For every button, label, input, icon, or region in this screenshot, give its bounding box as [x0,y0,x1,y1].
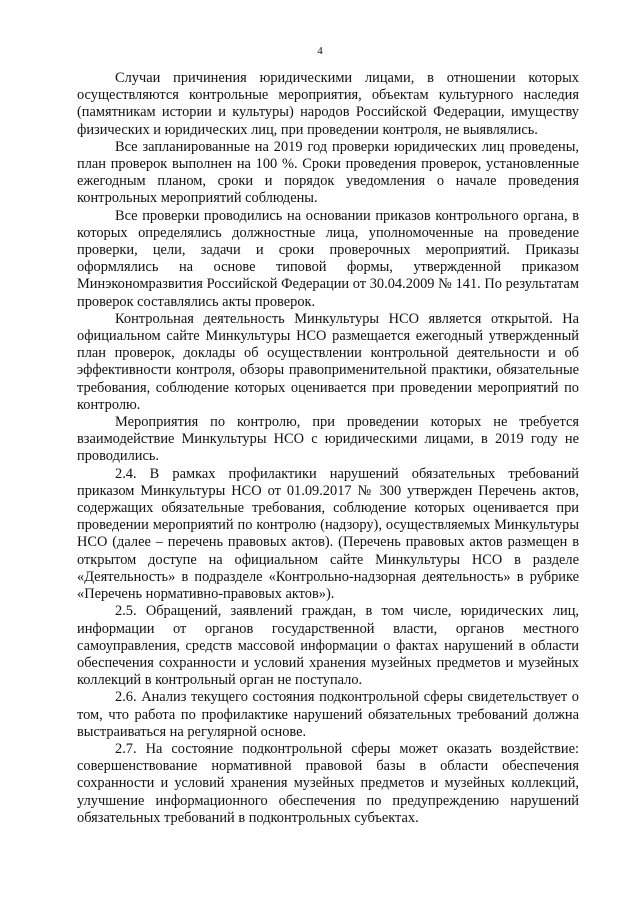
paragraph-inspection-orders: Все проверки проводились на основании приказов контрольного органа, в которых определялись должностные лица, уполномоченные на проведение проверки, цели, задачи и сроки проверочных мероприятий. Приказы оформлялись на основе типовой формы, утвержденной приказом Минэкономразвития Российской Федерации от 30.04.2009 № 141. По результатам проверок составлялись акты проверок. [77,207,579,310]
paragraph-harm-cases: Случаи причинения юридическими лицами, в отношении которых осуществляются контрольные мероприятия, объектам культурного наследия (памятникам истории и культуры) народов Российской Федерации, имуществу физических и юридических лиц, при проведении контроля, не выявлялись. [77,70,579,138]
paragraph-2-6: 2.6. Анализ текущего состояния подконтрольной сферы свидетельствует о том, что работа по профилактике нарушений обязательных требований должна выстраиваться на регулярной основе. [77,689,579,740]
page-number: 4 [317,45,323,57]
paragraph-2-5: 2.5. Обращений, заявлений граждан, в том числе, юридических лиц, информации от органов государственной власти, органов местного самоуправления, средств массовой информации о фактах нарушений в области обеспечения сохранности и условий хранения музейных предметов и музейных коллекций в контрольный орган не поступало. [77,603,579,689]
paragraph-planned-inspections: Все запланированные на 2019 год проверки юридических лиц проведены, план проверок выполнен на 100 %. Сроки проведения проверок, установленные ежегодным планом, сроки и порядок уведомления о начале проведения контрольных мероприятий соблюдены. [77,138,579,207]
paragraph-openness: Контрольная деятельность Минкультуры НСО является открытой. На официальном сайте Минкультуры НСО размещается ежегодный утвержденный план проверок, доклады об осуществлении контрольной деятельности и об эффективности контроля, обзоры правоприменительной практики, обязательные требования, соблюдение которых оценивается при проведении мероприятий по контролю. [77,310,579,413]
paragraph-2-4: 2.4. В рамках профилактики нарушений обязательных требований приказом Минкультуры НСО от 01.09.2017 № 300 утвержден Перечень актов, содержащих обязательные требования, соблюдение которых оценивается при проведении мероприятий по контролю (надзору), осуществляемых Минкультуры НСО (далее – перечень правовых актов). (Перечень правовых актов размещен в открытом доступе на официальном сайте Минкультуры НСО в разделе «Деятельность» в подразделе «Контрольно-надзорная деятельность» в рубрике «Перечень нормативно-правовых актов»). [77,465,579,603]
document-body [77,70,579,827]
paragraph-no-interaction-measures: Мероприятия по контролю, при проведении которых не требуется взаимодействие Минкультуры НСО с юридическими лицами, в 2019 году не проводились. [77,414,579,465]
paragraph-2-7: 2.7. На состояние подконтрольной сферы может оказать воздействие: совершенствование нормативной правовой базы в области обеспечения сохранности и условий хранения музейных предметов и музейных коллекций, улучшение информационного обеспечения по предупреждению нарушений обязательных требований в подконтрольных субъектах. [77,740,579,826]
